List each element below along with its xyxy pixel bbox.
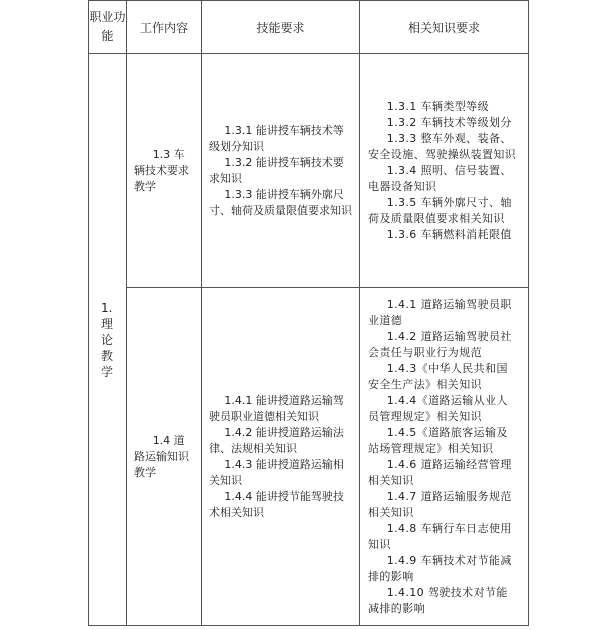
knowledge-item: 1.3.1 车辆类型等级: [386, 99, 489, 113]
function-cell: [89, 54, 127, 626]
knowledge-item: 1.4.5《道路旅客运输及站场管理规定》相关知识: [368, 425, 508, 455]
table-row: [89, 54, 529, 288]
skill-item: 1.4.3 能讲授道路运输相关知识: [209, 457, 344, 487]
header-knowledge-requirements: 相关知识要求: [360, 1, 529, 54]
skill-item: 1.3.3 能讲授车辆外廓尺寸、轴荷及质量限值要求知识: [209, 187, 352, 217]
header-skill-requirements: 技能要求: [202, 1, 360, 54]
work-content-text: 1.4 道路运输知识教学: [134, 433, 189, 479]
skills-cell: [202, 288, 360, 626]
knowledge-item: 1.4.6 道路运输经营管理相关知识: [368, 457, 512, 487]
skill-item: 1.4.4 能讲授节能驾驶技术相关知识: [209, 489, 344, 519]
knowledge-item: 1.4.2 道路运输驾驶员社会责任与职业行为规范: [368, 329, 512, 359]
knowledge-cell: [360, 288, 529, 626]
header-function: 职业功能: [89, 1, 127, 54]
knowledge-item: 1.4.7 道路运输服务规范相关知识: [368, 489, 512, 519]
skill-item: 1.3.1 能讲授车辆技术等级划分知识: [209, 123, 344, 153]
table-row: [89, 288, 529, 626]
function-label: 1. 理论教学: [101, 300, 114, 379]
knowledge-item: 1.4.1 道路运输驾驶员职业道德: [368, 297, 512, 327]
knowledge-item: 1.4.3《中华人民共和国安全生产法》相关知识: [368, 361, 508, 391]
knowledge-item: 1.3.2 车辆技术等级划分: [386, 115, 512, 129]
knowledge-item: 1.3.3 整车外观、装备、安全设施、驾驶操纵装置知识: [368, 131, 517, 161]
knowledge-item: 1.4.4《道路运输从业人员管理规定》相关知识: [368, 393, 508, 423]
header-work-content: 工作内容: [127, 1, 202, 54]
knowledge-item: 1.3.5 车辆外廓尺寸、轴荷及质量限值要求相关知识: [368, 195, 512, 225]
skill-item: 1.4.2 能讲授道路运输法律、法规相关知识: [209, 425, 344, 455]
work-content-cell: [127, 288, 202, 626]
skills-cell: [202, 54, 360, 288]
knowledge-cell: [360, 54, 529, 288]
knowledge-item: 1.3.6 车辆燃料消耗限值: [386, 227, 512, 241]
skills-standard-table: [88, 0, 529, 626]
knowledge-item: 1.3.4 照明、信号装置、电器设备知识: [368, 163, 512, 193]
knowledge-item: 1.4.10 驾驶技术对节能减排的影响: [368, 585, 508, 615]
work-content-text: 1.3 车辆技术要求教学: [134, 147, 189, 193]
knowledge-item: 1.4.9 车辆技术对节能减排的影响: [368, 553, 512, 583]
skill-item: 1.3.2 能讲授车辆技术要求知识: [209, 155, 344, 185]
table-header-row: [89, 1, 529, 54]
work-content-cell: [127, 54, 202, 288]
knowledge-item: 1.4.8 车辆行车日志使用知识: [368, 521, 512, 551]
skill-item: 1.4.1 能讲授道路运输驾驶员职业道德相关知识: [209, 393, 344, 423]
